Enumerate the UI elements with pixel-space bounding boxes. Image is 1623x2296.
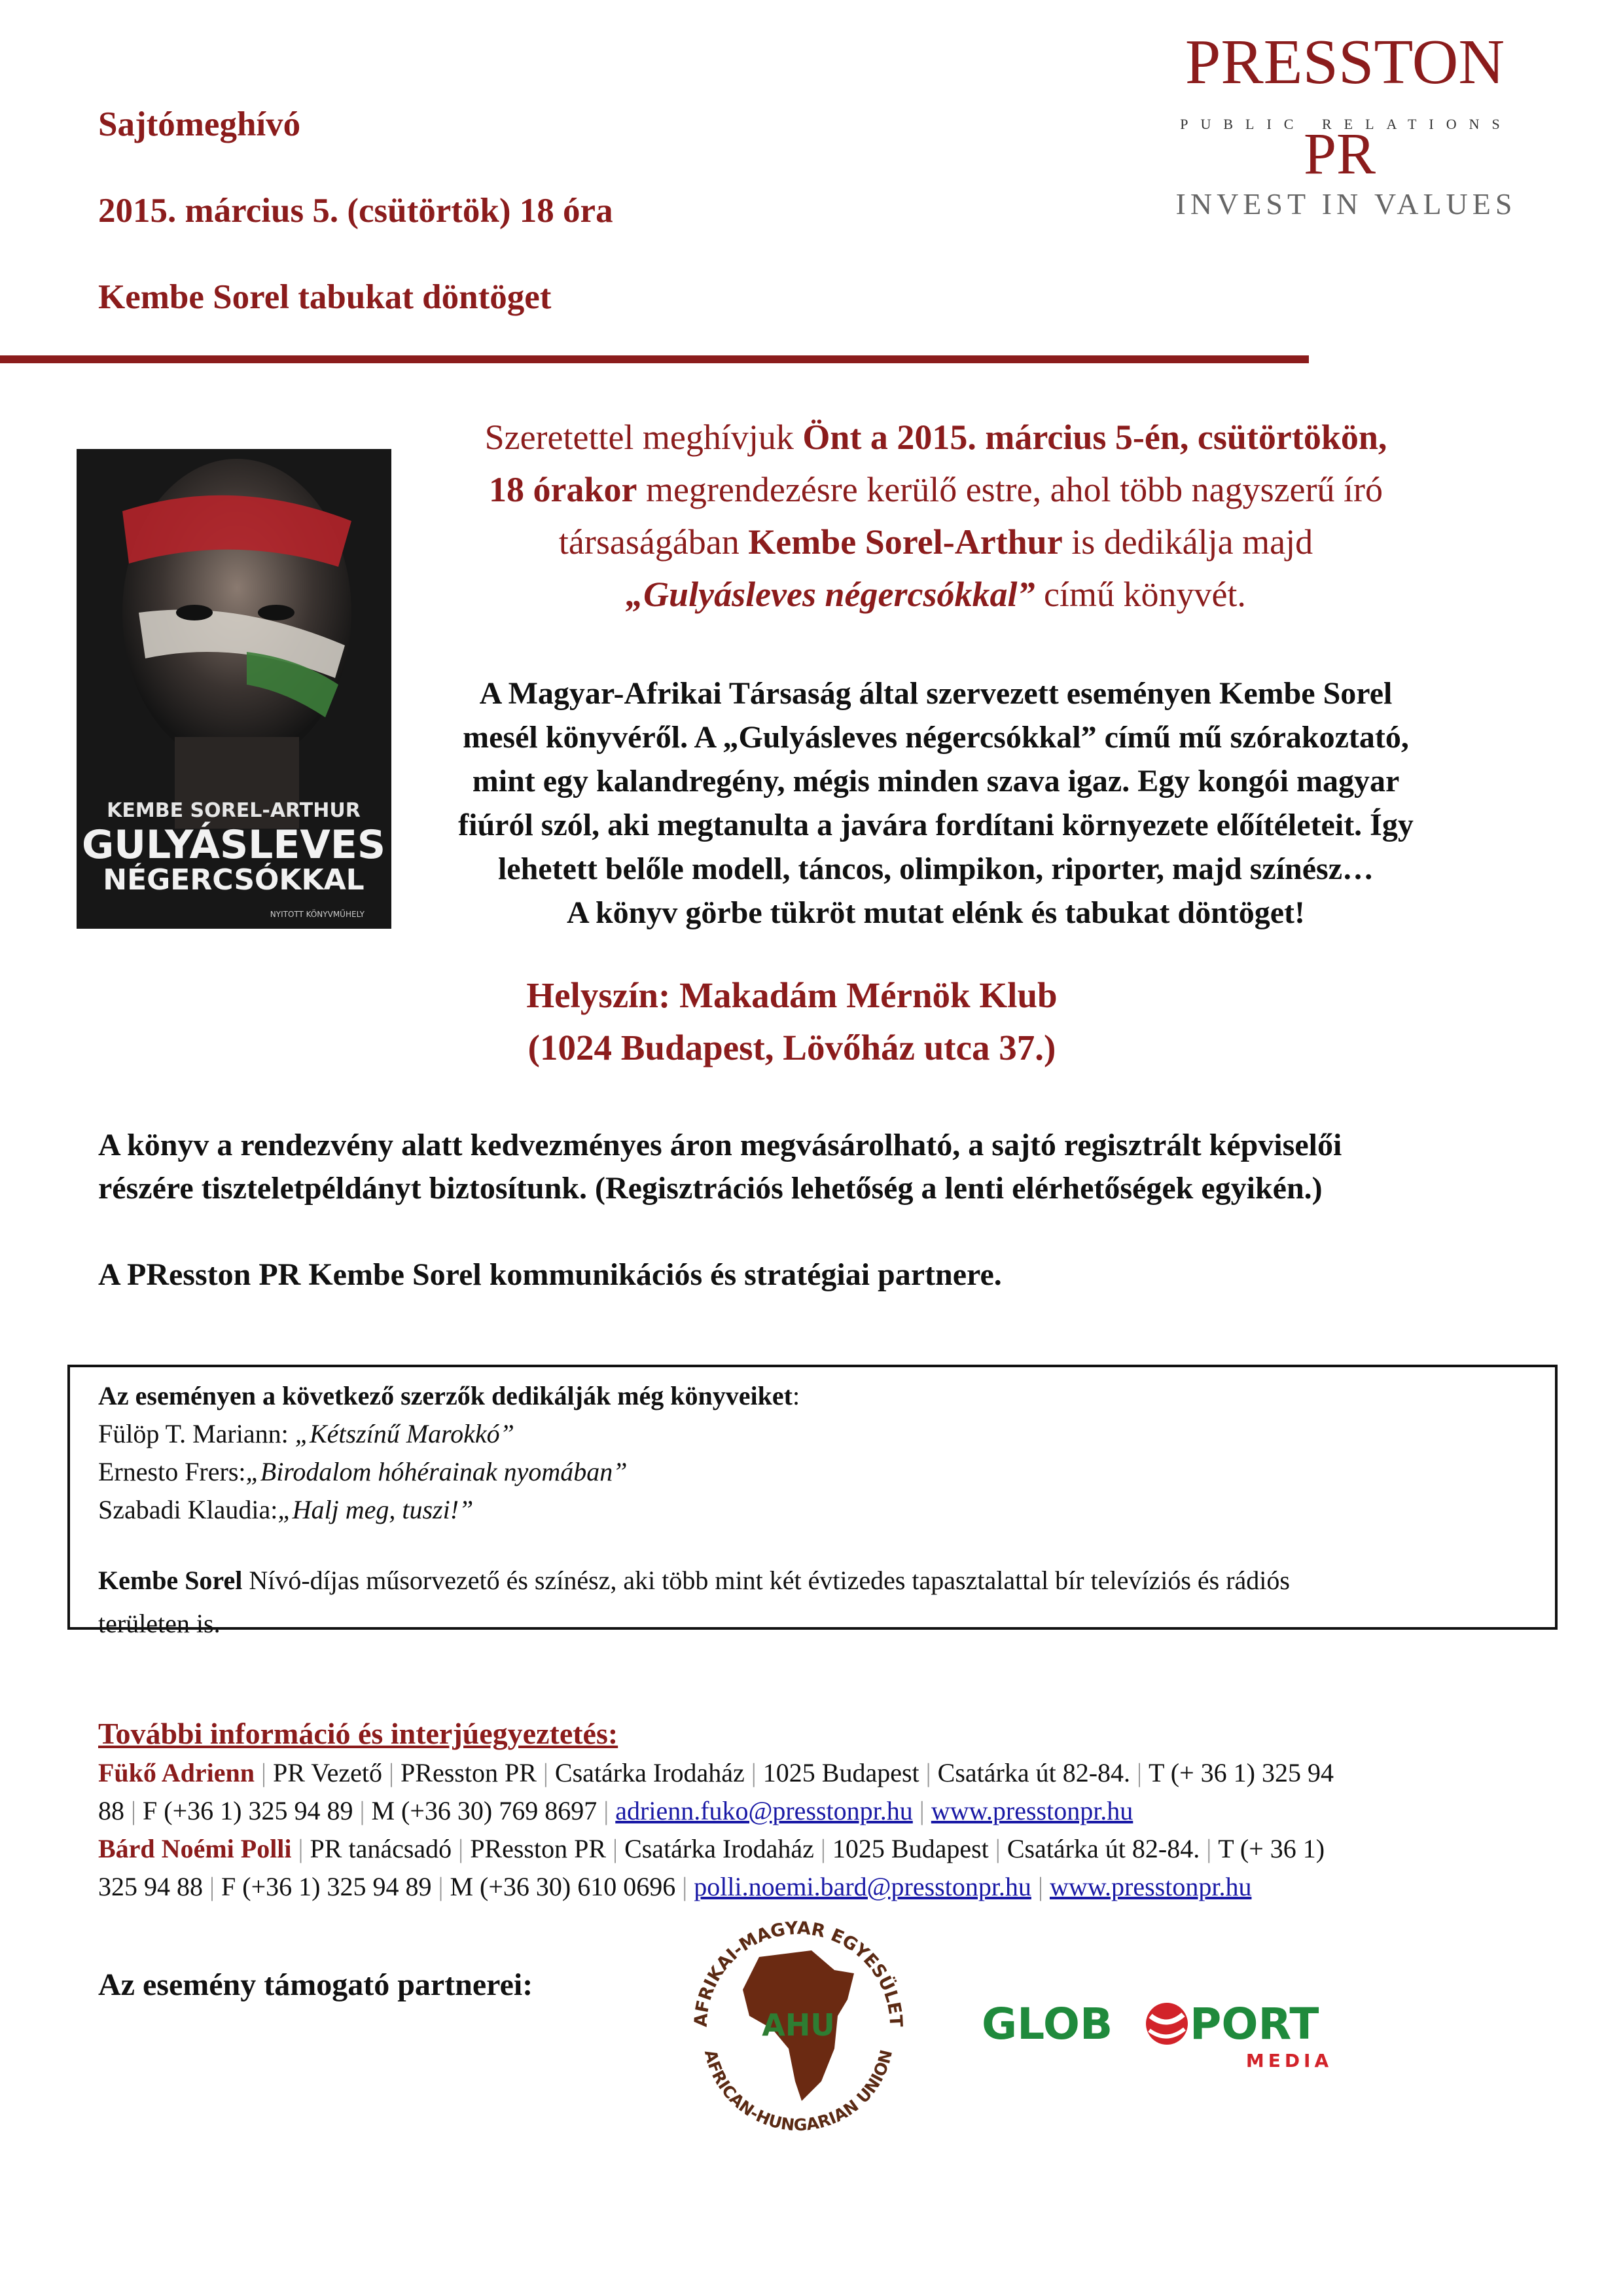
globport-text-a: GLOB [982, 1999, 1113, 2049]
contact-mobile: M (+36 30) 610 0696 [450, 1872, 676, 1901]
contact-line: Fükő Adrienn | PR Vezető | PResston PR | Csatárka Irodaház | 1025 Budapest | Csatárka út 82-84. | T (+ 36 1) 325 94 [98, 1758, 1334, 1787]
intro-text: megrendezésre kerülő estre, ahol több nagyszerű író [637, 470, 1383, 509]
book-cover-art [77, 449, 391, 929]
contact-mobile: M (+36 30) 769 8697 [371, 1796, 597, 1825]
contact-role: PR Vezető [272, 1758, 383, 1787]
ahu-abbr: AHU [762, 2007, 835, 2043]
globport-logo [982, 1990, 1348, 2081]
contact-phone: 88 [98, 1796, 124, 1825]
cover-author: KEMBE SOREL-ARTHUR [107, 799, 361, 822]
authors-heading-text: Az eseményen a következő szerzők dedikálják még könyveiket [98, 1381, 793, 1410]
contact-fax: F (+36 1) 325 94 89 [221, 1872, 432, 1901]
contact-city: 1025 Budapest [832, 1834, 989, 1863]
intro-line-3 [419, 516, 1453, 568]
contact-street: Csatárka út 82-84. [937, 1758, 1131, 1787]
event-date-heading: 2015. március 5. (csütörtök) 18 óra [98, 192, 613, 230]
doc-type-heading: Sajtómeghívó [98, 105, 301, 143]
author-entry [98, 1492, 1538, 1528]
intro-book-title: „Gulyásleves négercsókkal” [626, 575, 1035, 614]
logo-subtitle: PUBLIC RELATIONS [1180, 116, 1512, 132]
bio-line2: területen is. [98, 1609, 221, 1638]
header-divider [0, 355, 1309, 363]
intro-text: Szeretettel meghívjuk [484, 418, 803, 457]
author-name: Szabadi Klaudia: [98, 1495, 278, 1524]
page-title: Kembe Sorel tabukat döntöget [98, 278, 552, 316]
contact-line: Bárd Noémi Polli | PR tanácsadó | PResston PR | Csatárka Irodaház | 1025 Budapest | Csatárka út 82-84. | T (+ 36 1) [98, 1834, 1325, 1863]
discount-note-line2: részére tiszteletpéldányt biztosítunk. (Regisztrációs lehetőség a lenti elérhetőségek egyikén.) [98, 1171, 1323, 1206]
discount-note-line1: A könyv a rendezvény alatt kedvezményes áron megvásárolható, a sajtó regisztrált képviselői [98, 1128, 1342, 1162]
ahu-logo [681, 1885, 916, 2160]
author-entry [98, 1416, 1538, 1452]
description-line: mesél könyvéről. A „Gulyásleves négercsókkal” című mű szórakoztató, [463, 720, 1409, 755]
author-entry [98, 1454, 1538, 1490]
globport-media: MEDIA [1245, 2050, 1333, 2072]
intro-text: társaságában [558, 522, 749, 562]
intro-line-4 [419, 568, 1453, 620]
globport-text-b: PORT [1190, 1999, 1319, 2049]
partner-note: A PResston PR Kembe Sorel kommunikációs és stratégiai partnere. [98, 1257, 1002, 1292]
description-line: A könyv görbe tükröt mutat elénk és tabukat döntöget! [566, 895, 1306, 930]
ahu-top-textpath: AFRIKAI-MAGYAR EGYESÜLET [690, 1918, 906, 2028]
bio-name: Kembe Sorel [98, 1566, 243, 1595]
bio-line1 [98, 1562, 1538, 1599]
contact-website-link[interactable]: www.presstonpr.hu [1049, 1872, 1252, 1901]
left-eye [176, 605, 213, 620]
description-line: lehetett belőle modell, táncos, olimpikon, riporter, majd színész… [497, 852, 1374, 886]
cover-title-line2: NÉGERCSÓKKAL [103, 863, 365, 897]
cover-title-line1: GULYÁSLEVES [81, 822, 386, 868]
contact-website-link[interactable]: www.presstonpr.hu [931, 1796, 1133, 1825]
intro-line-1 [419, 411, 1453, 463]
contact-phone: T (+ 36 1) 325 94 [1149, 1758, 1334, 1787]
description-line: A Magyar-Afrikai Társaság által szervezett eseményen Kembe Sorel [479, 676, 1393, 711]
contact-phone: 325 94 88 [98, 1872, 203, 1901]
contact-building: Csatárka Irodaház [624, 1834, 814, 1863]
authors-heading [98, 1378, 1538, 1414]
intro-highlight-date: Önt a 2015. március 5-én, csütörtökön, [802, 418, 1387, 457]
contact-line: 325 94 88 | F (+36 1) 325 94 89 | M (+36 30) 610 0696 | polli.noemi.bard@presstonpr.hu | www.presstonpr.hu [98, 1872, 1252, 1901]
partners-label: Az esemény támogató partnerei: [98, 1967, 533, 2002]
bio-text: Nívó-díjas műsorvezető és színész, aki több mint két évtizedes tapasztalattal bír televíziós és rádiós [242, 1566, 1290, 1595]
author-name: Ernesto Frers: [98, 1457, 246, 1486]
author-book: „Kétszínű Marokkó” [294, 1419, 514, 1448]
logo-tagline: INVEST IN VALUES [1175, 187, 1517, 221]
cover-publisher: NYITOTT KÖNYVMŰHELY [270, 910, 365, 919]
right-eye [258, 605, 294, 620]
logo-pr: PR [1303, 122, 1376, 187]
contact-building: Csatárka Irodaház [554, 1758, 745, 1787]
contact-city: 1025 Budapest [762, 1758, 919, 1787]
intro-highlight-author: Kembe Sorel-Arthur [748, 522, 1063, 562]
presston-logo [1142, 29, 1548, 226]
venue-name: Helyszín: Makadám Mérnök Klub [526, 975, 1058, 1015]
authors-heading-colon: : [792, 1381, 800, 1410]
contact-email-link[interactable]: adrienn.fuko@presstonpr.hu [615, 1796, 913, 1825]
contact-role: PR tanácsadó [310, 1834, 452, 1863]
author-book: „Birodalom hóhérainak nyomában” [245, 1457, 628, 1486]
description-line: fiúról szól, aki megtanulta a javára fordítani környezete előítéleteit. Így [458, 808, 1414, 842]
ahu-bottom-textpath: AFRICAN-HUNGARIAN UNION [700, 2047, 897, 2135]
contact-email-link[interactable]: polli.noemi.bard@presstonpr.hu [694, 1872, 1031, 1901]
intro-line-2 [419, 463, 1453, 516]
intro-highlight-time: 18 órakor [488, 470, 637, 509]
contact-name: Bárd Noémi Polli [98, 1834, 292, 1863]
contact-line: 88 | F (+36 1) 325 94 89 | M (+36 30) 769 8697 | adrienn.fuko@presstonpr.hu | www.presstonpr.hu [98, 1796, 1133, 1825]
venue-address: (1024 Budapest, Lövőház utca 37.) [527, 1028, 1056, 1067]
contact-street: Csatárka út 82-84. [1007, 1834, 1200, 1863]
logo-name: PRESSTON [1185, 29, 1505, 98]
contact-name: Fükő Adrienn [98, 1758, 255, 1787]
intro-text: is dedikálja majd [1062, 522, 1313, 562]
description-line: mint egy kalandregény, mégis minden szava igaz. Egy kongói magyar [472, 764, 1400, 798]
book-cover-image [77, 449, 391, 929]
author-name: Fülöp T. Mariann: [98, 1419, 295, 1448]
contact-fax: F (+36 1) 325 94 89 [143, 1796, 353, 1825]
intro-text: című könyvét. [1035, 575, 1246, 614]
contact-company: PResston PR [401, 1758, 537, 1787]
contact-phone: T (+ 36 1) [1218, 1834, 1325, 1863]
contacts-heading: További információ és interjúegyeztetés: [98, 1717, 618, 1750]
contact-company: PResston PR [470, 1834, 607, 1863]
author-book: „Halj meg, tuszi!” [277, 1495, 474, 1524]
